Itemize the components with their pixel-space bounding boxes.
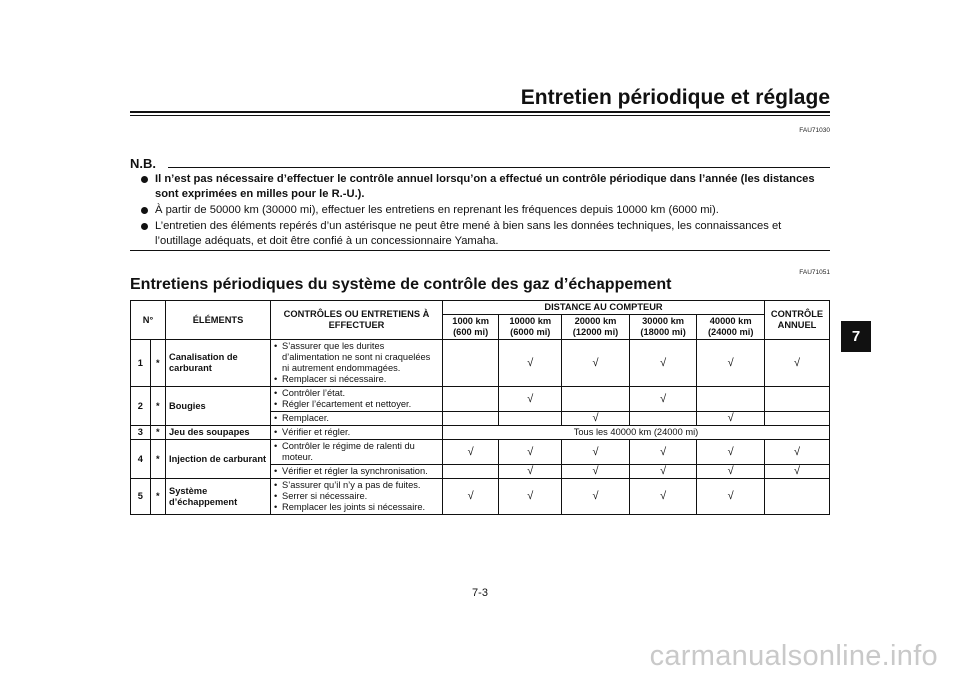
- row-number: 2: [131, 387, 151, 426]
- check-mark: √: [562, 340, 630, 387]
- check-cell: [443, 465, 499, 479]
- table-row: [131, 440, 830, 465]
- operation: • Remplacer les joints si nécessaire.: [274, 502, 439, 513]
- check-mark: √: [629, 387, 697, 412]
- row-number: 1: [131, 340, 151, 387]
- nb-item: L’entretien des éléments repérés d’un astérisque ne peut être mené à bien sans les données techniques, les connaissances et l’outillage adéquats, et doit être confié à un concessionnaire Yamaha.: [130, 219, 830, 249]
- operation: • Contrôler l’état.: [274, 388, 439, 399]
- col-40000km: 40000 km (24000 mi): [697, 315, 765, 340]
- table-row: [131, 387, 830, 412]
- check-cell: [443, 387, 499, 412]
- check-cell: [765, 479, 830, 515]
- check-mark: √: [562, 465, 630, 479]
- check-mark: √: [443, 479, 499, 515]
- operation: • Remplacer si nécessaire.: [274, 374, 439, 385]
- chapter-tab[interactable]: 7: [841, 321, 871, 352]
- operations: [271, 465, 443, 479]
- check-mark: √: [499, 465, 562, 479]
- table-row: [131, 426, 830, 440]
- header-row: [131, 301, 830, 315]
- col-elements: ÉLÉMENTS: [166, 301, 271, 340]
- col-no: N°: [131, 301, 166, 340]
- check-mark: √: [765, 465, 830, 479]
- check-mark: √: [499, 479, 562, 515]
- section-code: FAU71051: [799, 269, 830, 276]
- check-mark: √: [697, 412, 765, 426]
- check-mark: √: [697, 340, 765, 387]
- check-cell: [765, 387, 830, 412]
- check-cell: [629, 412, 697, 426]
- operation: • Vérifier et régler la synchronisation.: [274, 466, 439, 477]
- row-number: 5: [131, 479, 151, 515]
- check-cell: [562, 387, 630, 412]
- operation: • Vérifier et régler.: [274, 427, 439, 438]
- check-mark: √: [697, 465, 765, 479]
- col-1000km: 1000 km (600 mi): [443, 315, 499, 340]
- check-mark: √: [562, 412, 630, 426]
- col-30000km: 30000 km (18000 mi): [629, 315, 697, 340]
- row-number: 3: [131, 426, 151, 440]
- check-cell: [443, 340, 499, 387]
- operation: • Serrer si nécessaire.: [274, 491, 439, 502]
- check-mark: √: [697, 440, 765, 465]
- watermark: carmanualsonline.info: [649, 640, 938, 672]
- section-title: Entretiens périodiques du système de contrôle des gaz d’échappement: [130, 276, 672, 293]
- page-number: 7-3: [472, 587, 488, 599]
- operations: [271, 479, 443, 515]
- check-mark: √: [629, 465, 697, 479]
- asterisk: *: [150, 387, 165, 426]
- nb-item: Il n’est pas nécessaire d’effectuer le contrôle annuel lorsqu’on a effectué un contrôle périodique dans l’année (les distances sont exprimées en milles pour le R.-U.).: [130, 172, 830, 202]
- check-mark: √: [499, 387, 562, 412]
- check-mark: √: [697, 479, 765, 515]
- item-name: Bougies: [166, 387, 271, 426]
- check-mark: √: [499, 340, 562, 387]
- nb-rule: [168, 167, 830, 168]
- item-name: Injection de carburant: [166, 440, 271, 479]
- asterisk: *: [150, 340, 165, 387]
- col-controls: CONTRÔLES OU ENTRETIENS À EFFECTUER: [271, 301, 443, 340]
- table-row: [131, 340, 830, 387]
- title-rule-thin: [130, 115, 830, 116]
- check-cell: [697, 387, 765, 412]
- interval-note: Tous les 40000 km (24000 mi): [443, 426, 830, 440]
- check-mark: √: [629, 440, 697, 465]
- check-mark: √: [765, 340, 830, 387]
- title-rule: [130, 111, 830, 113]
- operations: [271, 440, 443, 465]
- operations: [271, 426, 443, 440]
- asterisk: *: [150, 426, 165, 440]
- operation: • Contrôler le régime de ralenti du moteur.: [274, 441, 439, 463]
- col-10000km: 10000 km (6000 mi): [499, 315, 562, 340]
- nb-list: [130, 172, 830, 250]
- asterisk: *: [150, 479, 165, 515]
- item-name: Système d’échappement: [166, 479, 271, 515]
- row-number: 4: [131, 440, 151, 479]
- item-name: Canalisation de carburant: [166, 340, 271, 387]
- maintenance-table: [130, 300, 830, 515]
- operations: [271, 340, 443, 387]
- operations: [271, 412, 443, 426]
- item-name: Jeu des soupapes: [166, 426, 271, 440]
- check-mark: √: [562, 440, 630, 465]
- nb-bottom-rule: [130, 250, 830, 251]
- check-mark: √: [562, 479, 630, 515]
- check-mark: √: [629, 340, 697, 387]
- col-distance: DISTANCE AU COMPTEUR: [443, 301, 765, 315]
- nb-label: N.B.: [130, 156, 156, 171]
- col-20000km: 20000 km (12000 mi): [562, 315, 630, 340]
- operation: • Remplacer.: [274, 413, 439, 424]
- check-mark: √: [765, 440, 830, 465]
- asterisk: *: [150, 440, 165, 479]
- operation: • S’assurer que les durites d’alimentation ne sont ni craquelées ni autrement endommagées.: [274, 341, 439, 374]
- operation: • Régler l’écartement et nettoyer.: [274, 399, 439, 410]
- check-cell: [765, 412, 830, 426]
- check-cell: [443, 412, 499, 426]
- check-cell: [499, 412, 562, 426]
- table-row: [131, 479, 830, 515]
- reference-code: FAU71030: [799, 127, 830, 134]
- nb-item: À partir de 50000 km (30000 mi), effectuer les entretiens en reprenant les fréquences depuis 10000 km (6000 mi).: [130, 203, 830, 218]
- check-mark: √: [499, 440, 562, 465]
- check-mark: √: [629, 479, 697, 515]
- operation: • S’assurer qu’il n’y a pas de fuites.: [274, 480, 439, 491]
- page-title: Entretien périodique et réglage: [520, 86, 830, 109]
- check-mark: √: [443, 440, 499, 465]
- operations: [271, 387, 443, 412]
- col-annual: CONTRÔLE ANNUEL: [765, 301, 830, 340]
